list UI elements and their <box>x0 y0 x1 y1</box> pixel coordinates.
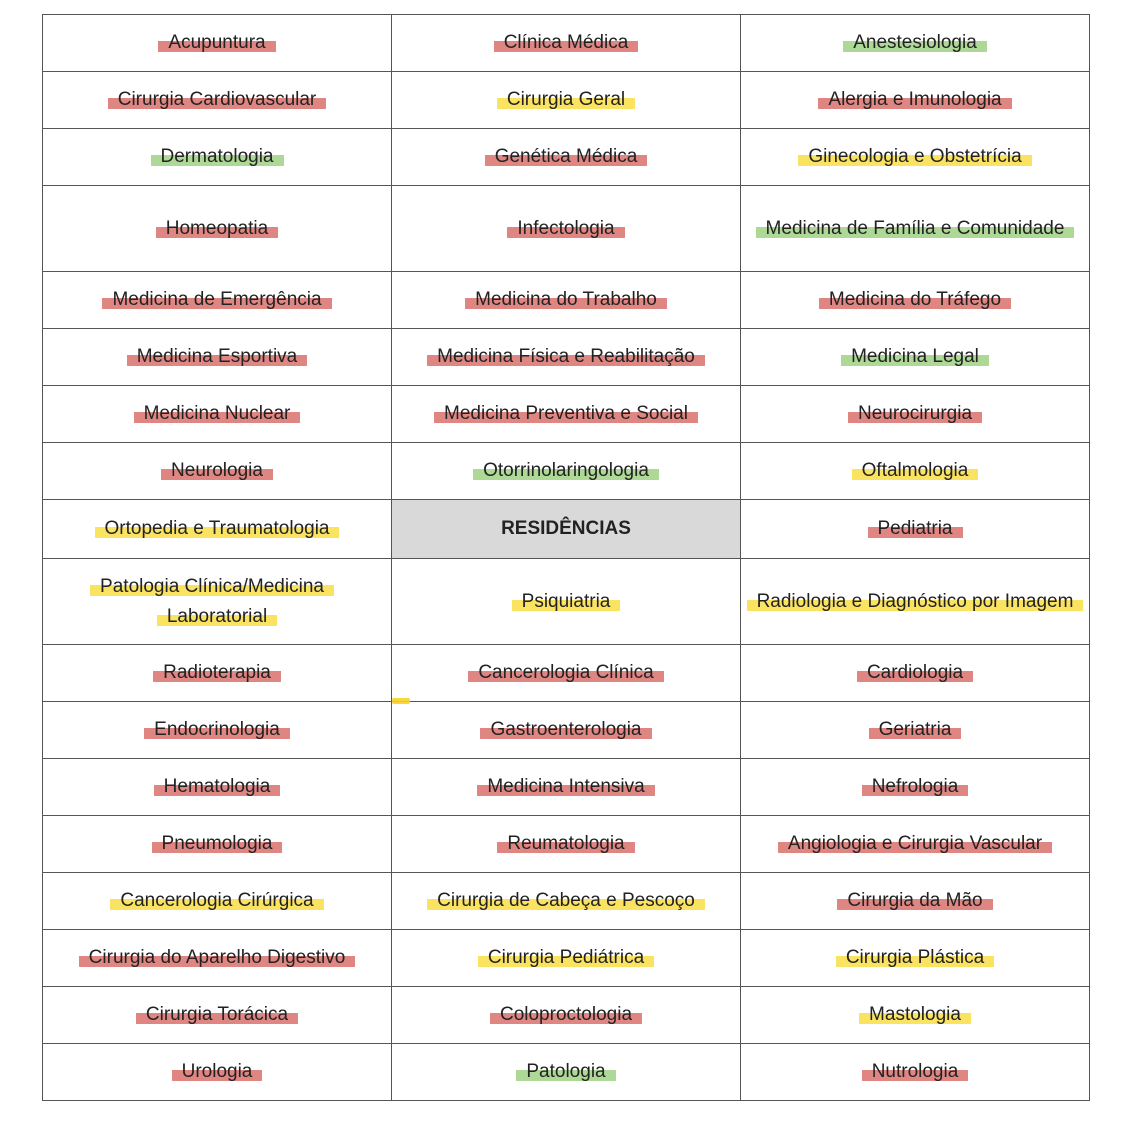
specialty-cell <box>741 272 1090 329</box>
specialty-label: Medicina Esportiva <box>127 346 308 368</box>
specialty-cell <box>741 1044 1090 1101</box>
specialty-cell <box>43 930 392 987</box>
table-row <box>43 329 1090 386</box>
specialty-label: Patologia Clínica/Medicina Laboratorial <box>90 576 334 628</box>
specialty-cell <box>741 559 1090 645</box>
specialty-cell <box>43 329 392 386</box>
specialty-cell <box>741 873 1090 930</box>
specialty-label: Reumatologia <box>497 833 634 855</box>
specialty-label: Nefrologia <box>862 776 969 798</box>
table-row <box>43 1044 1090 1101</box>
table-row <box>43 987 1090 1044</box>
specialty-label: Cancerologia Clínica <box>468 662 663 684</box>
specialty-cell <box>741 987 1090 1044</box>
specialty-cell <box>741 329 1090 386</box>
specialty-cell <box>392 873 741 930</box>
specialty-label: Gastroenterologia <box>480 719 651 741</box>
specialty-label: Cirurgia Torácica <box>136 1004 298 1026</box>
specialty-cell <box>741 72 1090 129</box>
specialty-cell <box>43 987 392 1044</box>
specialty-label: Neurocirurgia <box>848 403 982 425</box>
specialty-label: Medicina de Emergência <box>102 289 331 311</box>
specialty-label: Geriatria <box>869 719 962 741</box>
specialty-cell <box>741 15 1090 72</box>
specialty-cell <box>392 759 741 816</box>
specialty-label: Cirurgia Cardiovascular <box>108 89 327 111</box>
specialty-label: Nutrologia <box>862 1061 969 1083</box>
specialty-cell <box>43 129 392 186</box>
specialty-cell <box>43 500 392 559</box>
specialty-cell <box>43 443 392 500</box>
table-row <box>43 500 1090 559</box>
specialty-cell <box>43 272 392 329</box>
specialty-cell <box>43 873 392 930</box>
specialty-cell <box>741 500 1090 559</box>
specialty-label: Pneumologia <box>152 833 283 855</box>
specialty-label: Medicina Intensiva <box>477 776 654 798</box>
specialty-label: Medicina Nuclear <box>134 403 301 425</box>
specialty-cell <box>392 129 741 186</box>
table-row <box>43 873 1090 930</box>
specialty-cell <box>43 816 392 873</box>
specialty-cell <box>741 186 1090 272</box>
table-title: RESIDÊNCIAS <box>501 518 631 539</box>
table-row <box>43 702 1090 759</box>
specialty-label: Patologia <box>516 1061 615 1083</box>
specialty-cell <box>392 443 741 500</box>
specialty-label: Genética Médica <box>485 146 648 168</box>
specialty-label: Cirurgia do Aparelho Digestivo <box>79 947 356 969</box>
specialty-cell <box>392 702 741 759</box>
specialty-cell <box>43 72 392 129</box>
specialty-cell <box>43 186 392 272</box>
specialty-label: Cardiologia <box>857 662 973 684</box>
specialty-label: Cirurgia Geral <box>497 89 635 111</box>
specialty-label: Ginecologia e Obstetrícia <box>798 146 1031 168</box>
table-row <box>43 816 1090 873</box>
specialty-label: Medicina Preventiva e Social <box>434 403 698 425</box>
specialty-label: Medicina de Família e Comunidade <box>756 218 1075 240</box>
specialty-label: Cancerologia Cirúrgica <box>110 890 323 912</box>
specialty-cell <box>43 645 392 702</box>
specialty-cell <box>392 987 741 1044</box>
specialty-label: Coloproctologia <box>490 1004 642 1026</box>
specialty-cell <box>392 72 741 129</box>
specialty-label: Medicina do Tráfego <box>819 289 1011 311</box>
specialty-cell <box>741 645 1090 702</box>
specialty-cell <box>741 759 1090 816</box>
specialty-label: Pediatria <box>868 518 963 540</box>
specialty-label: Hematologia <box>154 776 281 798</box>
table-row <box>43 443 1090 500</box>
table-row <box>43 759 1090 816</box>
specialty-label: Otorrinolaringologia <box>473 460 659 482</box>
specialty-label: Cirurgia da Mão <box>837 890 992 912</box>
table-row <box>43 386 1090 443</box>
specialty-cell <box>392 645 741 702</box>
specialty-cell <box>43 559 392 645</box>
specialty-cell <box>392 559 741 645</box>
specialty-label: Medicina do Trabalho <box>465 289 667 311</box>
specialty-label: Clínica Médica <box>494 32 639 54</box>
specialty-label: Psiquiatria <box>512 591 621 613</box>
specialty-cell <box>741 702 1090 759</box>
specialty-label: Infectologia <box>507 218 624 240</box>
specialty-cell <box>392 816 741 873</box>
specialty-label: Oftalmologia <box>852 460 979 482</box>
specialty-label: Cirurgia Plástica <box>836 947 994 969</box>
table-row <box>43 272 1090 329</box>
specialty-cell <box>392 272 741 329</box>
specialty-cell <box>43 759 392 816</box>
specialty-label: Radiologia e Diagnóstico por Imagem <box>747 591 1084 613</box>
specialty-cell <box>741 443 1090 500</box>
specialty-label: Medicina Legal <box>841 346 989 368</box>
specialty-cell <box>741 816 1090 873</box>
table-row <box>43 645 1090 702</box>
specialty-cell <box>392 329 741 386</box>
table-row <box>43 15 1090 72</box>
specialty-cell <box>43 15 392 72</box>
specialty-label: Medicina Física e Reabilitação <box>427 346 705 368</box>
specialty-label: Cirurgia de Cabeça e Pescoço <box>427 890 705 912</box>
specialty-cell <box>392 386 741 443</box>
specialty-label: Acupuntura <box>158 32 275 54</box>
specialty-cell <box>392 930 741 987</box>
specialty-label: Alergia e Imunologia <box>818 89 1011 111</box>
specialty-label: Cirurgia Pediátrica <box>478 947 654 969</box>
table-row <box>43 129 1090 186</box>
table-row <box>43 930 1090 987</box>
specialty-label: Angiologia e Cirurgia Vascular <box>778 833 1052 855</box>
specialty-cell <box>43 1044 392 1101</box>
specialty-cell <box>392 15 741 72</box>
table-row <box>43 186 1090 272</box>
specialty-label: Neurologia <box>161 460 273 482</box>
table-title-cell <box>392 500 741 559</box>
specialty-cell <box>43 702 392 759</box>
highlight-stray-mark <box>392 698 410 704</box>
specialty-cell <box>43 386 392 443</box>
specialty-label: Dermatologia <box>151 146 284 168</box>
table-row <box>43 559 1090 645</box>
residencies-table <box>42 14 1090 1101</box>
specialty-label: Endocrinologia <box>144 719 290 741</box>
specialty-label: Urologia <box>172 1061 263 1083</box>
specialty-cell <box>392 186 741 272</box>
specialty-label: Ortopedia e Traumatologia <box>95 518 340 540</box>
specialty-cell <box>741 386 1090 443</box>
specialty-cell <box>741 930 1090 987</box>
specialty-cell <box>392 1044 741 1101</box>
specialty-label: Mastologia <box>859 1004 971 1026</box>
specialty-cell <box>741 129 1090 186</box>
table-row <box>43 72 1090 129</box>
specialty-label: Homeopatia <box>156 218 278 240</box>
specialty-label: Radioterapia <box>153 662 281 684</box>
specialty-label: Anestesiologia <box>843 32 987 54</box>
